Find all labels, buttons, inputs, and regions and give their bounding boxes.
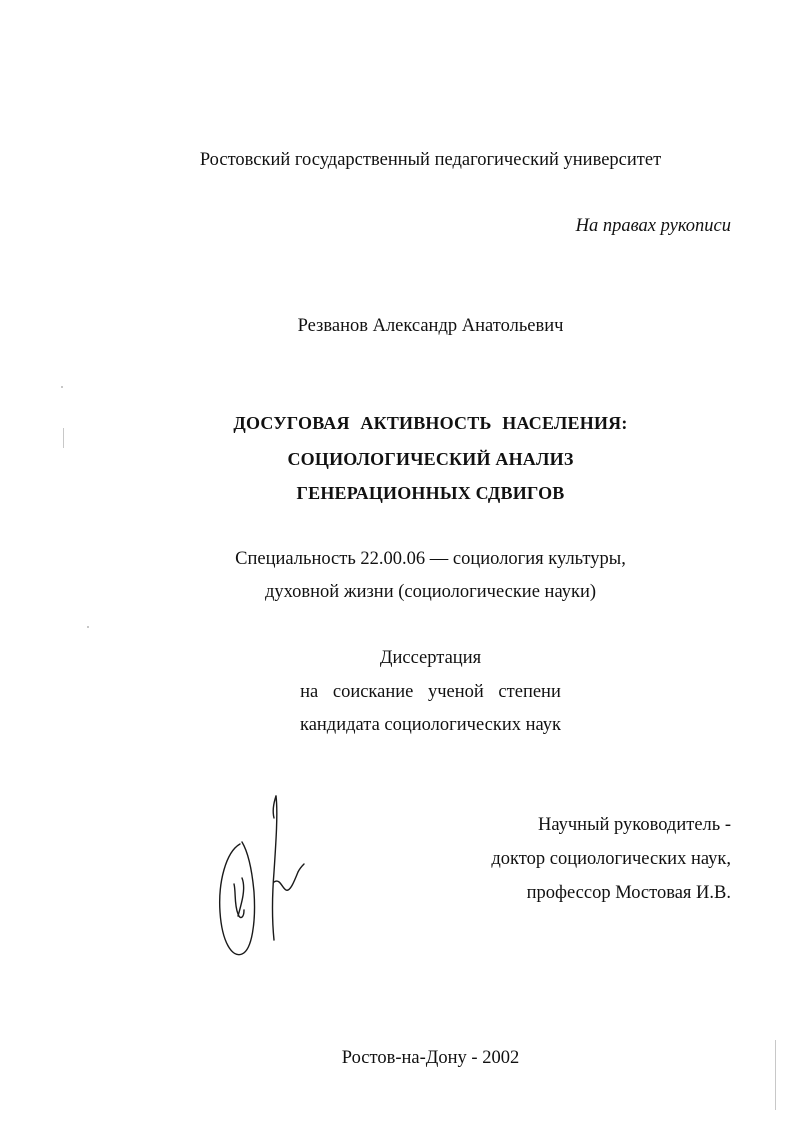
scan-edge-mark — [63, 428, 64, 448]
dissertation-line-2: на соискание ученой степени — [300, 682, 561, 702]
scan-speck — [61, 386, 63, 388]
specialty-line-2: духовной жизни (социологические науки) — [264, 582, 597, 602]
manuscript-rights-note: На правах рукописи — [575, 216, 731, 236]
scan-speck — [87, 626, 89, 628]
title-line-2: СОЦИОЛОГИЧЕСКИЙ АНАЛИЗ — [287, 449, 574, 469]
dissertation-line-3: кандидата социологических наук — [299, 715, 562, 735]
specialty-line-1: Специальность 22.00.06 — социология культуры, — [235, 549, 626, 569]
advisor-line-1: Научный руководитель - — [538, 815, 731, 835]
dissertation-line-1: Диссертация — [379, 648, 482, 668]
title-line-1: ДОСУГОВАЯ АКТИВНОСТЬ НАСЕЛЕНИЯ: — [233, 413, 628, 433]
city-and-year: Ростов-на-Дону - 2002 — [341, 1048, 520, 1068]
title-line-3: ГЕНЕРАЦИОННЫХ СДВИГОВ — [296, 483, 565, 503]
advisor-line-3: профессор Мостовая И.В. — [526, 883, 731, 903]
scan-edge-mark — [775, 1040, 776, 1110]
author-name: Резванов Александр Анатольевич — [297, 316, 564, 336]
university-name: Ростовский государственный педагогический университет — [199, 150, 662, 170]
advisor-line-2: доктор социологических наук, — [491, 849, 731, 869]
handwritten-signature — [212, 792, 312, 964]
